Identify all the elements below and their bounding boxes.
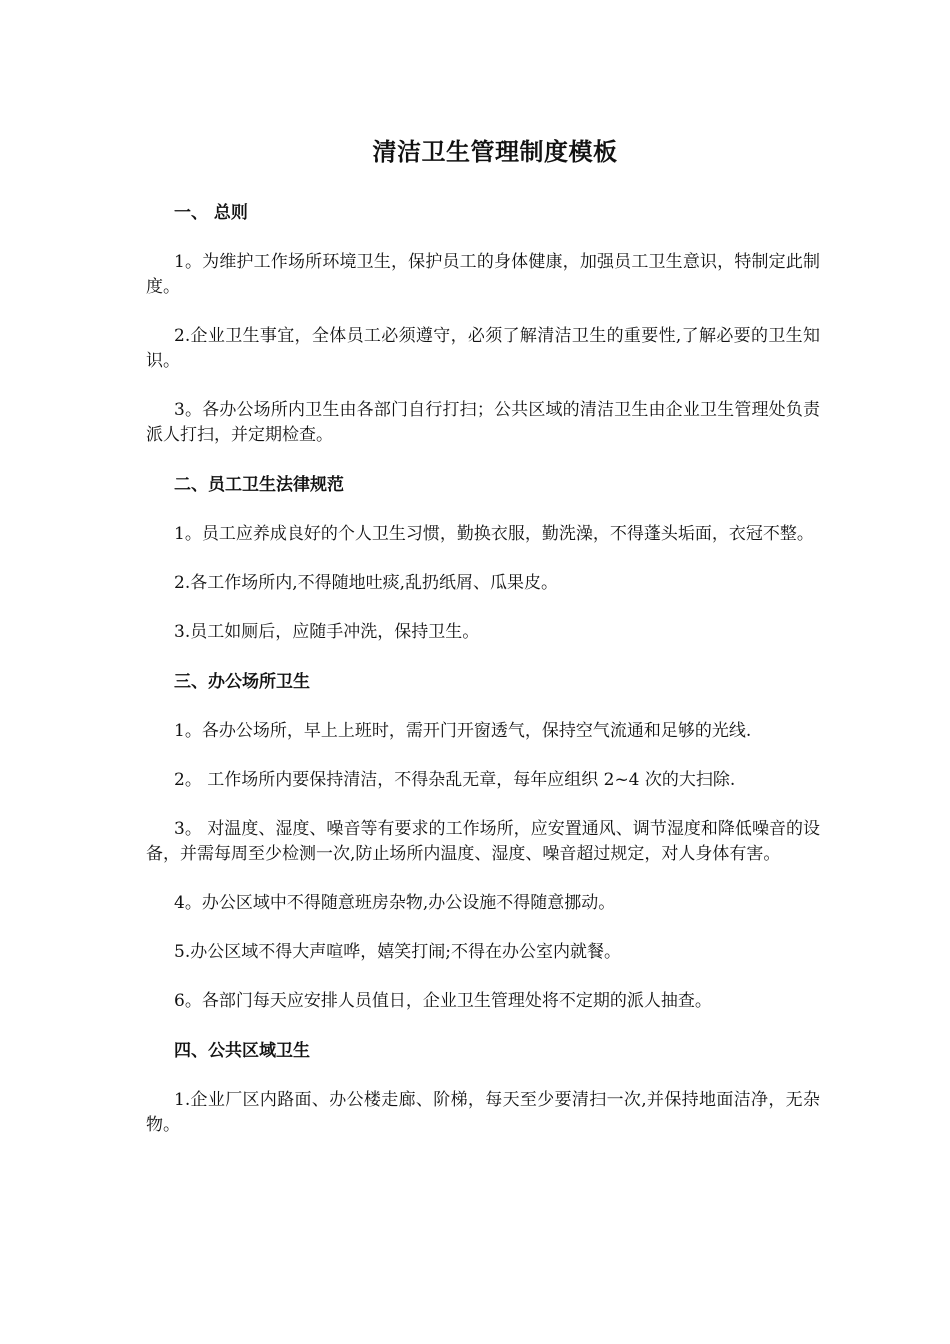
document-title: 清洁卫生管理制度模板 bbox=[372, 137, 618, 166]
paragraph: 3。 对温度、湿度、噪音等有要求的工作场所，应安置通风、调节湿度和降低噪音的设备，并需每周至少检测一次,防止场所内温度、湿度、噪音超过规定，对人身体有害。 bbox=[146, 819, 820, 864]
paragraph: 1。为维护工作场所环境卫生，保护员工的身体健康，加强员工卫生意识，特制定此制度。 bbox=[146, 252, 820, 297]
section-heading-employee-hygiene: 二、员工卫生法律规范 bbox=[174, 475, 344, 495]
paragraph: 4。办公区域中不得随意班房杂物,办公设施不得随意挪动。 bbox=[174, 893, 616, 913]
section-heading-office-hygiene: 三、办公场所卫生 bbox=[174, 672, 310, 692]
paragraph: 5.办公区域不得大声喧哗，嬉笑打闹;不得在办公室内就餐。 bbox=[174, 942, 621, 962]
paragraph: 3.员工如厕后，应随手冲洗，保持卫生。 bbox=[174, 622, 480, 642]
paragraph: 1。各办公场所，早上上班时，需开门开窗透气，保持空气流通和足够的光线. bbox=[174, 721, 752, 741]
paragraph: 2。 工作场所内要保持清洁，不得杂乱无章，每年应组织 2~4 次的大扫除. bbox=[174, 770, 736, 790]
paragraph: 6。各部门每天应安排人员值日，企业卫生管理处将不定期的派人抽查。 bbox=[174, 991, 712, 1011]
paragraph: 2.企业卫生事宜，全体员工必须遵守，必须了解清洁卫生的重要性,了解必要的卫生知识。 bbox=[146, 326, 820, 371]
section-heading-public-area: 四、公共区域卫生 bbox=[174, 1041, 310, 1061]
paragraph: 1。员工应养成良好的个人卫生习惯，勤换衣服，勤洗澡，不得蓬头垢面，衣冠不整。 bbox=[174, 524, 814, 544]
section-heading-general: 一、 总则 bbox=[174, 203, 248, 223]
paragraph: 1.企业厂区内路面、办公楼走廊、阶梯，每天至少要清扫一次,并保持地面洁净，无杂物。 bbox=[146, 1090, 820, 1135]
paragraph: 2.各工作场所内,不得随地吐痰,乱扔纸屑、瓜果皮。 bbox=[174, 573, 559, 593]
paragraph: 3。各办公场所内卫生由各部门自行打扫；公共区域的清洁卫生由企业卫生管理处负责派人打扫，并定期检查。 bbox=[146, 400, 820, 445]
document-body bbox=[146, 200, 820, 1138]
